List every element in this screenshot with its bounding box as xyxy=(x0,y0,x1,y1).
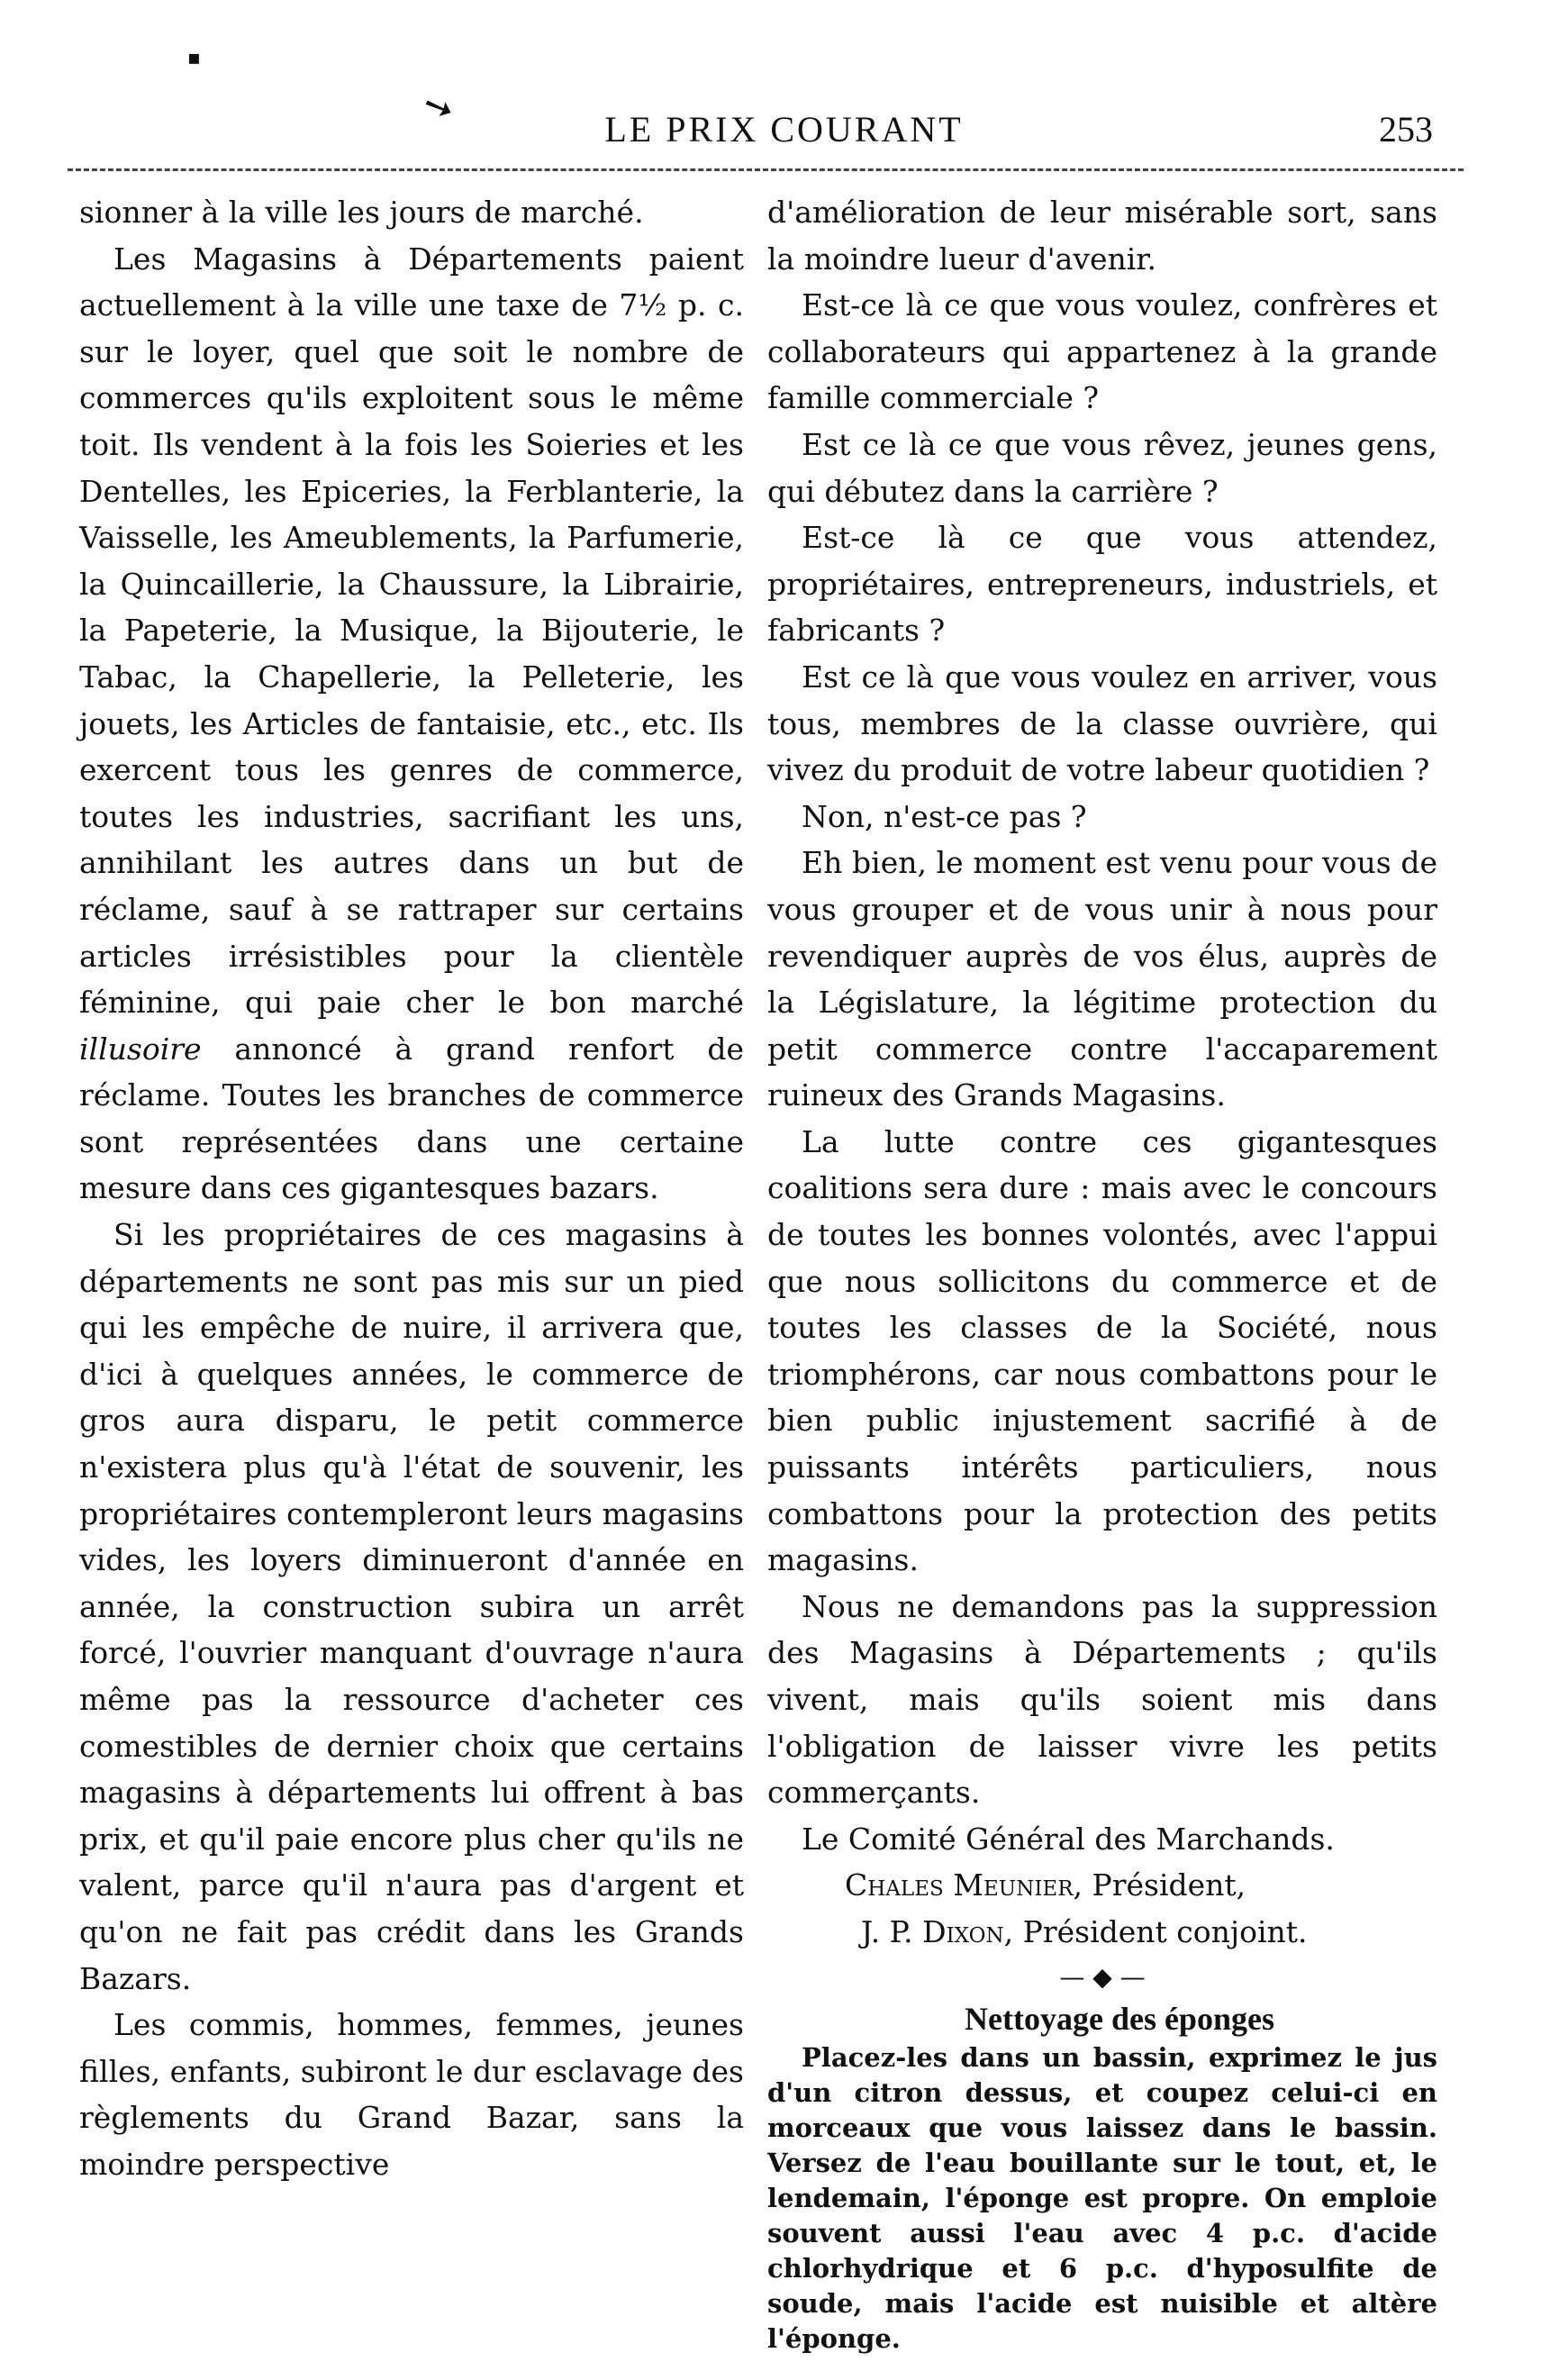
paragraph: sionner à la ville les jours de marché. xyxy=(79,195,644,230)
italic-word: illusoire xyxy=(79,1031,202,1067)
section-title: Nettoyage des éponges xyxy=(965,2000,1274,2037)
section-divider: — ◆ — xyxy=(1059,1961,1146,1992)
signatory-role: , Président, xyxy=(1073,1867,1246,1903)
paragraph: Nous ne demandons pas la suppression des Magasins à Départements ; qu'ils vivent, mais qu'ils soient mis dans l'obligation de laisser vivre les petits commerçants. xyxy=(767,1588,1437,1811)
pen-mark: ➘ xyxy=(416,82,460,132)
paragraph: La lutte contre ces gigantesques coalitions sera dure : mais avec le concours de toutes les bonnes volontés, avec l'appui que nous sollicitons du commerce et de toutes les classes de la Société, nous triomphérons, car nous combattons pour le bien public injustement sacrifié à de puissants intérêts particuliers, nous combattons pour la protection des petits magasins. xyxy=(767,1123,1437,1578)
paragraph: Les commis, hommes, femmes, jeunes filles, enfants, subiront le dur esclavage des règlements du Grand Bazar, sans la moindre perspective xyxy=(79,2007,744,2182)
running-head: LE PRIX COURANT xyxy=(604,109,964,150)
signature-line xyxy=(767,1862,1437,1909)
paragraph: Est-ce là ce que vous attendez, propriétaires, entrepreneurs, industriels, et fabricants ? xyxy=(767,520,1437,649)
page-header xyxy=(0,108,1568,162)
paragraph: Si les propriétaires de ces magasins à départements ne sont pas mis sur un pied qui les empêche de nuire, il arrivera que, d'ici à quelques années, le commerce de gros aura disparu, le petit commerce n'existera plus qu'à l'état de souvenir, les propriétaires contempleront leurs magasins vides, les loyers diminueront d'année en année, la construction subira un arrêt forcé, l'ouvrier manquant d'ouvrage n'aura même pas la ressource d'acheter ces comestibles de dernier choix que certains magasins à départements lui offrent à bas prix, et qu'il paie encore plus cher qu'ils ne valent, parce qu'il n'aura pas d'argent et qu'on ne fait pas crédit dans les Grands Bazars. xyxy=(79,1217,744,1996)
recipe-text: Placez-les dans un bassin, exprimez le jus d'un citron dessus, et coupez celui-ci en morceaux que vous laissez dans le bassin. Versez de l'eau bouillante sur le tout, et, le lendemain, l'éponge est propre. On emploie souvent aussi l'eau avec 4 p.c. d'acide chlorhydrique et 6 p.c. d'hyposulfite de soude, mais l'acide est nuisible et altère l'éponge. xyxy=(767,2041,1437,2354)
header-rule xyxy=(68,168,1464,171)
paragraph: Non, n'est-ce pas ? xyxy=(802,798,1087,834)
paragraph xyxy=(79,236,744,1212)
paragraph: Est-ce là ce que vous voulez, confrères et collaborateurs qui appartenez à la grande famille commerciale ? xyxy=(767,287,1437,416)
paragraph: Eh bien, le moment est venu pour vous de vous grouper et de vous unir à nous pour revendiquer auprès de vos élus, auprès de la Législature, la légitime protection du petit commerce contre l'accaparement ruineux des Grands Magasins. xyxy=(767,845,1437,1113)
paragraph: Est ce là que vous voulez en arriver, vous tous, membres de la classe ouvrière, qui vivez du produit de votre labeur quotidien ? xyxy=(767,659,1437,788)
paragraph: d'amélioration de leur misérable sort, sans la moindre lueur d'avenir. xyxy=(767,195,1437,277)
signoff: Le Comité Général des Marchands. xyxy=(802,1821,1335,1857)
paragraph-text: annoncé à grand renfort de réclame. Toutes les branches de commerce sont représentées dans une certaine mesure dans ces gigantesques bazars. xyxy=(79,1031,744,1206)
page-number: 253 xyxy=(1379,109,1433,150)
paragraph: Est ce là ce que vous rêvez, jeunes gens, qui débutez dans la carrière ? xyxy=(767,426,1437,509)
signatory-name: J. P. Dixon xyxy=(861,1913,1004,1949)
signatory-role: , Président conjoint. xyxy=(1003,1913,1308,1949)
left-column xyxy=(79,189,744,2188)
right-column xyxy=(767,189,1437,2357)
signatory-name: Chales Meunier xyxy=(845,1867,1074,1903)
paragraph-text: Les Magasins à Départements paient actuellement à la ville une taxe de 7½ p. c. sur le loyer, quel que soit le nombre de commerces qu'ils exploitent sous le même toit. Ils vendent à la fois les Soieries et les Dentelles, les Epiceries, la Ferblanterie, la Vaisselle, les Ameublements, la Parfumerie, la Quincaillerie, la Chaussure, la Librairie, la Papeterie, la Musique, la Bijouterie, le Tabac, la Chapellerie, la Pelleterie, les jouets, les Articles de fantaisie, etc., etc. Ils exercent tous les genres de commerce, toutes les industries, sacrifiant les uns, annihilant les autres dans un but de réclame, sauf à se rattraper sur certains articles irrésistibles pour la clientèle féminine, qui paie cher le bon marché xyxy=(79,241,744,1021)
ink-speck: ▪ xyxy=(187,47,201,69)
signature-line xyxy=(767,1909,1437,1956)
